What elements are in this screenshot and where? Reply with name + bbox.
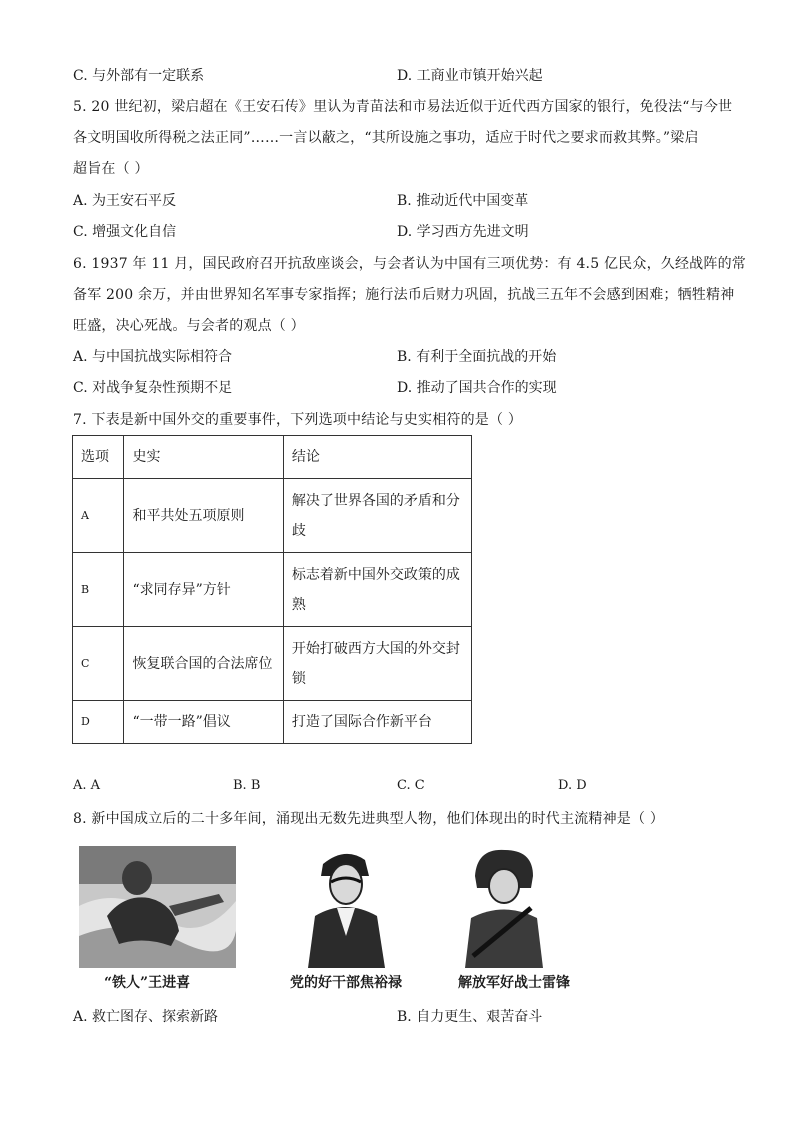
table-header-row [73,436,472,479]
q6-stem-line-1: 6. 1937 年 11 月，国民政府召开抗敌座谈会，与会者认为中国有三项优势：有 4.5 亿民众，久经战阵的常 [73,256,746,272]
table-cell-option: D [73,701,124,744]
table-cell-option: B [73,553,124,627]
q8-option-a: A. 救亡图存、探索新路 [73,1009,219,1025]
q7-answer-a: A. A [73,778,101,793]
table-cell-option: C [73,627,124,701]
q5-option-c: C. 增强文化自信 [73,224,177,240]
conclusion-line-1: 解决了世界各国的矛盾和分 [291,492,460,509]
conclusion-line-2: 熟 [291,596,306,613]
q4-option-c: C. 与外部有一定联系 [73,68,205,84]
conclusion-line-1: 开始打破西方大国的外交封 [291,640,460,657]
q6-option-c: C. 对战争复杂性预期不足 [73,380,233,396]
table-header-option: 选项 [73,436,124,479]
q5-stem-line-2: 各文明国收所得税之法正同”……一言以蔽之，“其所设施之事功，适应于时代之要求而救其弊。”梁启 [73,130,699,146]
q6-option-a: A. 与中国抗战实际相符合 [73,349,233,365]
table-cell-conclusion: 打造了国际合作新平台 [283,701,471,744]
q8-stem: 8. 新中国成立后的二十多年间，涌现出无数先进典型人物，他们体现出的时代主流精神是（ ） [73,811,665,827]
q5-option-b: B. 推动近代中国变革 [397,193,529,209]
table-row [73,479,472,553]
table-cell-fact: “一带一路”倡议 [124,701,283,744]
q4-option-d: D. 工商业市镇开始兴起 [397,68,543,84]
table-cell-option: A [73,479,124,553]
wang-jinxi-caption: “铁人”王进喜 [104,975,191,991]
table-header-conclusion: 结论 [283,436,471,479]
jiao-yulu-caption: 党的好干部焦裕禄 [290,975,402,991]
table-row [73,627,472,701]
q7-answer-c: C. C [397,778,425,793]
table-row [73,701,472,744]
table-cell-fact: 恢复联合国的合法席位 [124,627,283,701]
q5-stem-line-3: 超旨在（ ） [73,161,149,177]
table-cell-conclusion [283,553,471,627]
q7-answer-d: D. D [558,778,587,793]
table-cell-fact: “求同存异”方针 [124,553,283,627]
q6-stem-line-2: 备军 200 余万，并由世界知名军事专家指挥；施行法币后财力巩固，抗战三五年不会感到困难；牺牲精神 [73,287,735,303]
q7-answer-b: B. B [233,778,261,793]
q6-option-b: B. 有利于全面抗战的开始 [397,349,557,365]
jiao-yulu-photo [303,846,388,968]
lei-feng-photo [461,846,546,968]
table-header-fact: 史实 [124,436,283,479]
lei-feng-caption: 解放军好战士雷锋 [458,975,570,991]
lei-feng-photo-illustration [461,846,546,968]
conclusion-line-2: 歧 [291,522,306,539]
table-cell-conclusion [283,627,471,701]
wang-jinxi-photo-illustration [79,846,236,968]
conclusion-line-2: 锁 [291,670,306,687]
table-cell-fact: 和平共处五项原则 [124,479,283,553]
conclusion-line-1: 标志着新中国外交政策的成 [291,566,460,583]
table-row [73,553,472,627]
q5-option-a: A. 为王安石平反 [73,193,177,209]
jiao-yulu-photo-illustration [303,846,388,968]
q5-stem-line-1: 5. 20 世纪初，梁启超在《王安石传》里认为青苗法和市易法近似于近代西方国家的银行，免役法“与今世 [73,99,733,115]
q7-stem: 7. 下表是新中国外交的重要事件，下列选项中结论与史实相符的是（ ） [73,412,523,428]
q5-option-d: D. 学习西方先进文明 [397,224,529,240]
table-cell-conclusion [283,479,471,553]
q8-option-b: B. 自力更生、艰苦奋斗 [397,1009,543,1025]
wang-jinxi-photo [79,846,236,968]
q6-stem-line-3: 旺盛，决心死战。与会者的观点（ ） [73,318,305,334]
diplomacy-events-table [72,435,472,744]
q6-option-d: D. 推动了国共合作的实现 [397,380,557,396]
